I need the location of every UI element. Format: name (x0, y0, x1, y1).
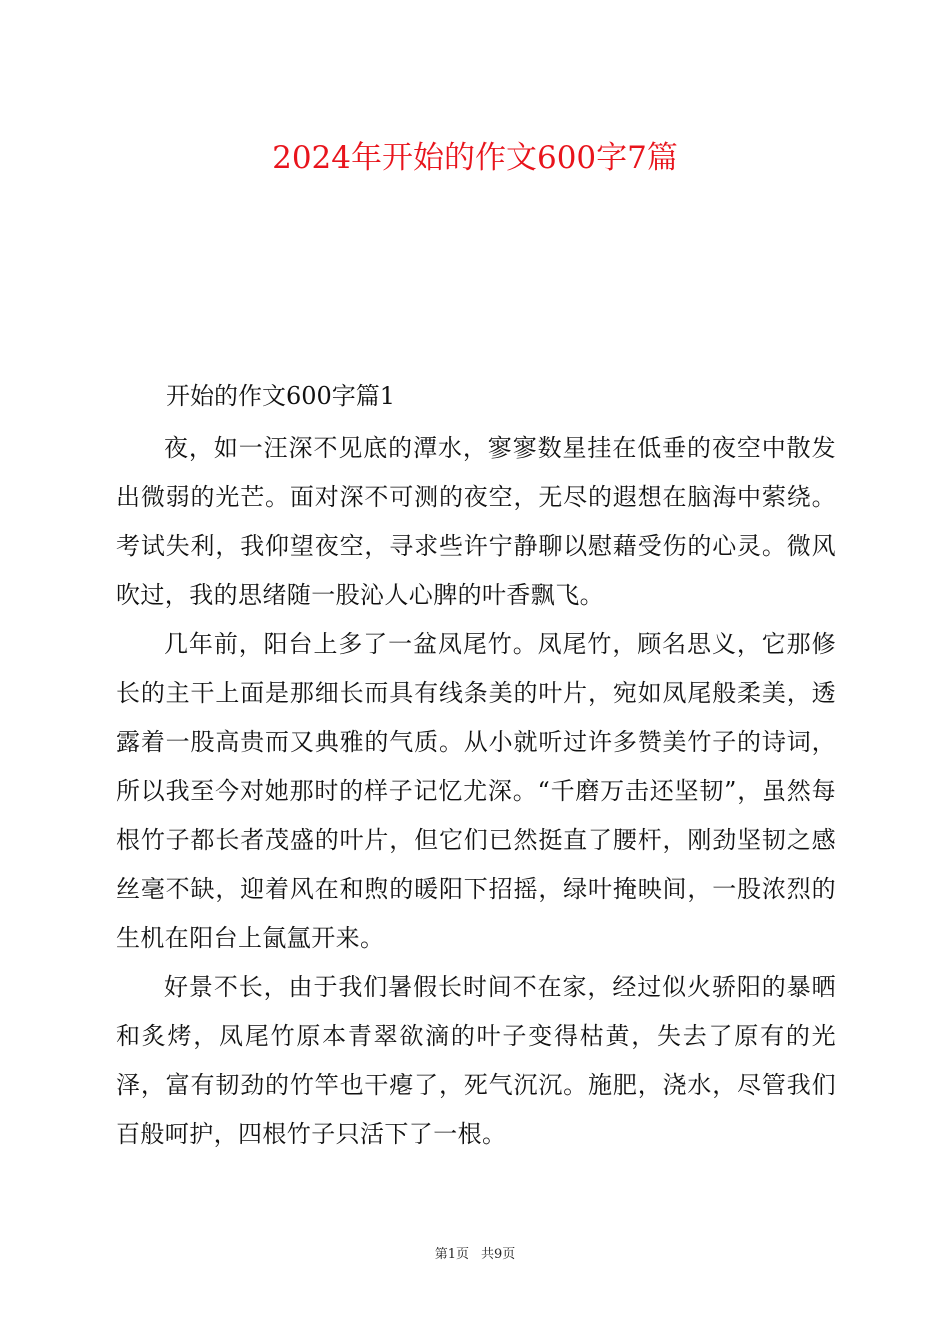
paragraph: 几年前，阳台上多了一盆凤尾竹。凤尾竹，顾名思义，它那修长的主干上面是那细长而具有线条美的叶片，宛如凤尾般柔美，透露着一股高贵而又典雅的气质。从小就听过许多赞美竹子的诗词，所以我至今对她那时的样子记忆尤深。“千磨万击还坚韧”，虽然每根竹子都长者茂盛的叶片，但它们已然挺直了腰杆，刚劲坚韧之感丝毫不缺，迎着风在和煦的暖阳下招摇，绿叶掩映间，一股浓烈的生机在阳台上氤氲开来。 (116, 630, 836, 952)
paragraph: 夜，如一汪深不见底的潭水，寥寥数星挂在低垂的夜空中散发出微弱的光芒。面对深不可测的夜空，无尽的遐想在脑海中萦绕。考试失利，我仰望夜空，寻求些许宁静聊以慰藉受伤的心灵。微风吹过，我的思绪随一股沁人心脾的叶香飘飞。 (116, 434, 836, 609)
page-number: 第1页 (434, 1247, 469, 1262)
body-text (116, 424, 836, 1159)
page-footer (0, 1246, 950, 1264)
section-heading: 开始的作文600字篇1 (166, 382, 396, 410)
paragraph: 好景不长，由于我们暑假长时间不在家，经过似火骄阳的暴晒和炙烤，凤尾竹原本青翠欲滴的叶子变得枯黄，失去了原有的光泽，富有韧劲的竹竿也干瘪了，死气沉沉。施肥，浇水，尽管我们百般呵护，四根竹子只活下了一根。 (116, 973, 836, 1148)
page-total: 共9页 (481, 1247, 516, 1262)
document-title: 2024年开始的作文600字7篇 (272, 140, 678, 176)
